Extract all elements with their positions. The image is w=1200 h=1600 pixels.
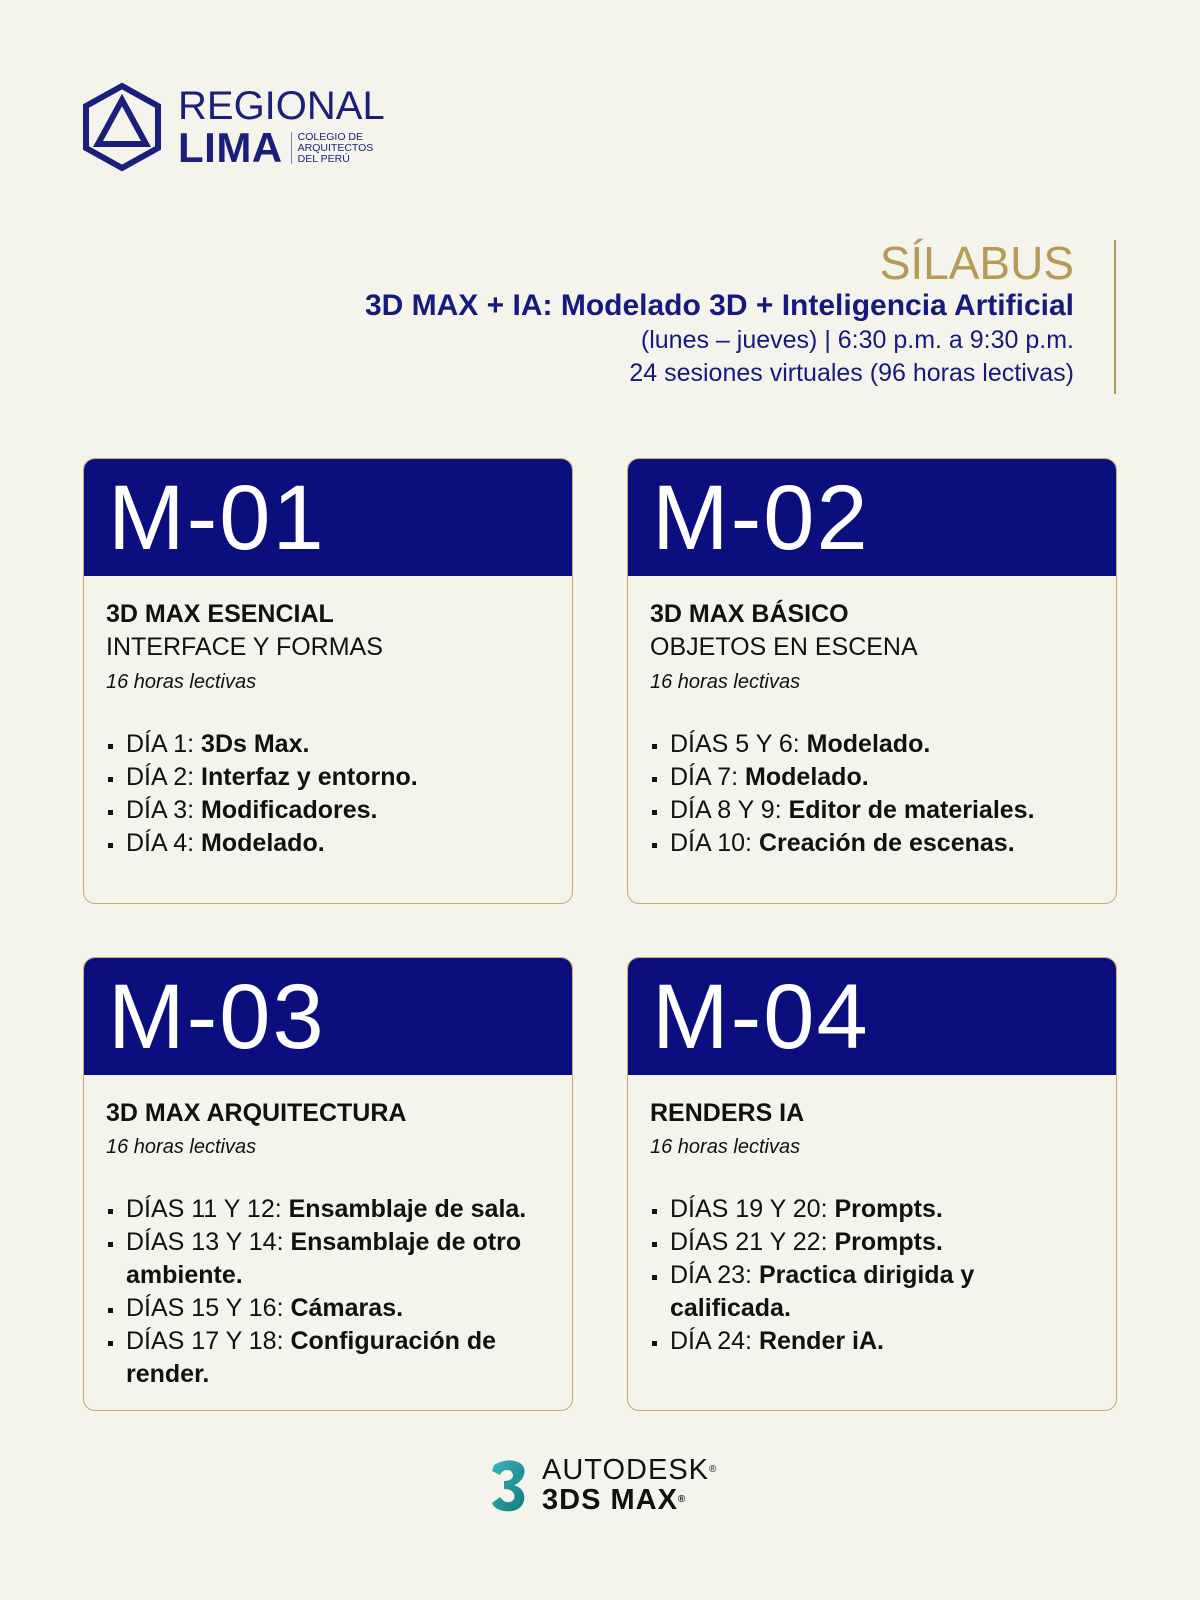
session-topic: Modelado. <box>745 763 869 791</box>
course-sessions: 24 sesiones virtuales (96 horas lectivas) <box>629 359 1074 387</box>
session-day: DÍAS 15 Y 16: <box>126 1294 291 1322</box>
list-item <box>106 1226 550 1292</box>
list-item <box>650 1193 1094 1226</box>
list-item <box>106 827 550 860</box>
module-sessions-list <box>106 1193 550 1391</box>
session-day: DÍA 1: <box>126 730 202 758</box>
syllabus-title: SÍLABUS <box>879 237 1074 289</box>
session-topic: Modelado. <box>201 829 325 857</box>
module-header <box>84 958 572 1075</box>
module-card-m04 <box>627 957 1117 1411</box>
footer-product: 3DS MAX <box>542 1484 678 1516</box>
session-day: DÍAS 11 Y 12: <box>126 1195 289 1223</box>
course-schedule: (lunes – jueves) | 6:30 p.m. a 9:30 p.m. <box>640 326 1074 354</box>
3ds-max-logo-icon <box>490 1457 528 1513</box>
session-topic: Creación de escenas. <box>758 829 1015 857</box>
list-item <box>106 794 550 827</box>
logo-sub-line-3: DEL PERÚ <box>297 152 350 165</box>
hexagon-triangle-logo-icon <box>82 82 162 172</box>
logo-text <box>178 84 385 171</box>
logo-divider <box>291 132 292 164</box>
registered-mark: ® <box>709 1464 718 1475</box>
session-topic: Ensamblaje de sala. <box>288 1195 527 1223</box>
list-item <box>106 1292 550 1325</box>
module-title: RENDERS IA <box>650 1099 805 1127</box>
module-sessions-list <box>650 728 1094 860</box>
list-item <box>106 728 550 761</box>
session-topic: Practica dirigida y calificada. <box>670 1261 975 1322</box>
module-code: M-03 <box>108 965 326 1068</box>
list-item <box>106 1193 550 1226</box>
module-hours: 16 horas lectivas <box>106 1136 257 1158</box>
module-title: 3D MAX ESENCIAL <box>106 600 334 628</box>
session-topic: Cámaras. <box>290 1294 404 1322</box>
module-title: 3D MAX BÁSICO <box>650 600 849 628</box>
session-day: DÍA 7: <box>670 763 746 791</box>
logo-lima: LIMA <box>178 124 283 171</box>
session-topic: Render iA. <box>758 1327 884 1355</box>
module-code: M-02 <box>652 466 870 569</box>
session-day: DÍAS 19 Y 20: <box>670 1195 835 1223</box>
module-hours: 16 horas lectivas <box>650 1136 801 1158</box>
list-item <box>106 1325 550 1391</box>
list-item <box>650 1325 1094 1358</box>
session-topic: Interfaz y entorno. <box>201 763 418 791</box>
list-item <box>650 1226 1094 1259</box>
module-sessions-list <box>650 1193 1094 1358</box>
session-topic: Prompts. <box>834 1195 943 1223</box>
module-sessions-list <box>106 728 550 860</box>
regional-lima-logo <box>82 82 385 172</box>
session-day: DÍA 24: <box>670 1327 759 1355</box>
session-day: DÍAS 17 Y 18: <box>126 1327 291 1355</box>
session-day: DÍA 3: <box>126 796 202 824</box>
footer-brand: AUTODESK <box>542 1454 710 1486</box>
session-topic: Editor de materiales. <box>788 796 1035 824</box>
logo-sub-line-1: COLEGIO DE <box>297 130 364 143</box>
session-day: DÍA 4: <box>126 829 202 857</box>
course-name: 3D MAX + IA: Modelado 3D + Inteligencia Artificial <box>364 289 1074 322</box>
session-day: DÍA 2: <box>126 763 202 791</box>
list-item <box>650 794 1094 827</box>
autodesk-3dsmax-logo <box>490 1455 717 1515</box>
session-day: DÍAS 13 Y 14: <box>126 1228 291 1256</box>
session-topic: Configuración de render. <box>126 1327 497 1388</box>
list-item <box>106 761 550 794</box>
session-topic: 3Ds Max. <box>201 730 310 758</box>
module-card-m02 <box>627 458 1117 904</box>
module-hours: 16 horas lectivas <box>650 671 801 693</box>
logo-sub-line-2: ARQUITECTOS <box>297 141 374 154</box>
session-day: DÍAS 5 Y 6: <box>670 730 807 758</box>
syllabus-header <box>365 238 1074 390</box>
list-item <box>650 1259 1094 1325</box>
module-hours: 16 horas lectivas <box>106 671 257 693</box>
list-item <box>650 728 1094 761</box>
logo-subtitle <box>298 132 374 165</box>
session-day: DÍA 10: <box>670 829 759 857</box>
header-accent-bar <box>1114 240 1116 394</box>
module-code: M-04 <box>652 965 870 1068</box>
session-topic: Ensamblaje de otro ambiente. <box>126 1228 522 1289</box>
session-topic: Modelado. <box>806 730 931 758</box>
module-card-m01 <box>83 458 573 904</box>
session-topic: Prompts. <box>834 1228 943 1256</box>
session-day: DÍA 8 Y 9: <box>670 796 789 824</box>
module-header <box>628 459 1116 576</box>
session-topic: Modificadores. <box>201 796 378 824</box>
module-header <box>84 459 572 576</box>
module-subtitle: INTERFACE Y FORMAS <box>106 633 383 661</box>
session-day: DÍA 23: <box>670 1261 759 1289</box>
list-item <box>650 761 1094 794</box>
list-item <box>650 827 1094 860</box>
module-code: M-01 <box>108 466 326 569</box>
session-day: DÍAS 21 Y 22: <box>670 1228 835 1256</box>
module-card-m03 <box>83 957 573 1411</box>
logo-regional: REGIONAL <box>178 84 385 128</box>
module-header <box>628 958 1116 1075</box>
registered-mark: ® <box>677 1494 687 1505</box>
module-title: 3D MAX ARQUITECTURA <box>106 1099 407 1127</box>
module-subtitle: OBJETOS EN ESCENA <box>650 633 918 661</box>
